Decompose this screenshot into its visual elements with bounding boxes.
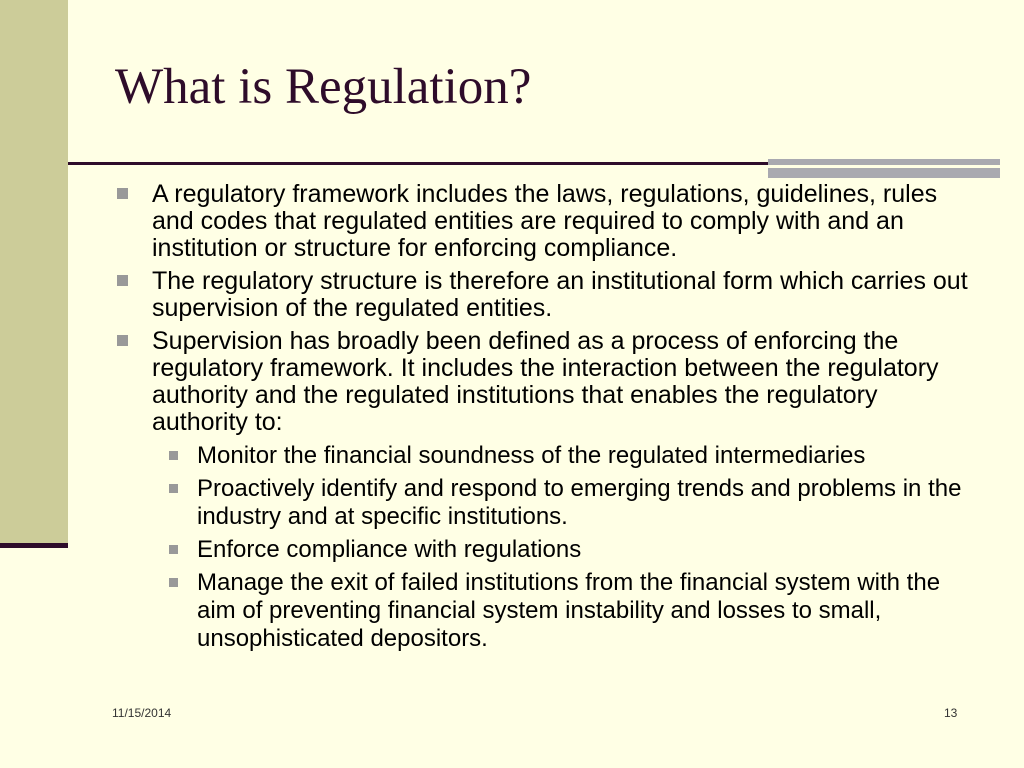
sub-bullet-text: Manage the exit of failed institutions from the financial system with the aim of preventing financial system instability and losses to small, unsophisticated depositors.	[197, 569, 941, 652]
bullet-item	[114, 268, 974, 322]
bullet-item	[114, 181, 974, 262]
slide-title: What is Regulation?	[115, 59, 532, 115]
sub-bullet-text: Proactively identify and respond to emerging trends and problems in the industry and at specific institutions.	[197, 475, 962, 530]
bullet-text: Supervision has broadly been defined as a process of enforcing the regulatory framework. It includes the interaction between the regulatory authority and the regulated institutions that enables the regulatory authority to:	[152, 327, 939, 436]
bullet-text: The regulatory structure is therefore an institutional form which carries out supervision of the regulated entities.	[152, 267, 968, 322]
title-divider	[68, 162, 768, 165]
sub-bullet-item	[114, 536, 974, 564]
sub-bullet-item	[114, 442, 974, 470]
square-sub-bullet-icon	[169, 484, 178, 493]
square-bullet-icon	[117, 188, 128, 199]
accent-bar-top	[768, 159, 1000, 165]
sub-bullet-item	[114, 569, 974, 653]
slide-number: 13	[944, 706, 958, 720]
bullet-text: A regulatory framework includes the laws, regulations, guidelines, rules and codes that regulated entities are required to comply with and an institution or structure for enforcing compliance.	[152, 180, 938, 262]
side-band-rule	[0, 543, 68, 548]
bullet-item	[114, 328, 974, 436]
square-sub-bullet-icon	[169, 545, 178, 554]
sub-bullet-text: Monitor the financial soundness of the regulated intermediaries	[197, 442, 866, 469]
sub-bullet-text: Enforce compliance with regulations	[197, 536, 582, 563]
accent-bar-bottom	[768, 168, 1000, 178]
square-bullet-icon	[117, 275, 128, 286]
square-sub-bullet-icon	[169, 578, 178, 587]
square-bullet-icon	[117, 335, 128, 346]
side-band	[0, 0, 68, 545]
accent-bars	[768, 159, 1000, 179]
footer-date: 11/15/2014	[112, 706, 172, 720]
square-sub-bullet-icon	[169, 451, 178, 460]
sub-bullet-item	[114, 475, 974, 531]
bullet-list	[114, 181, 974, 658]
